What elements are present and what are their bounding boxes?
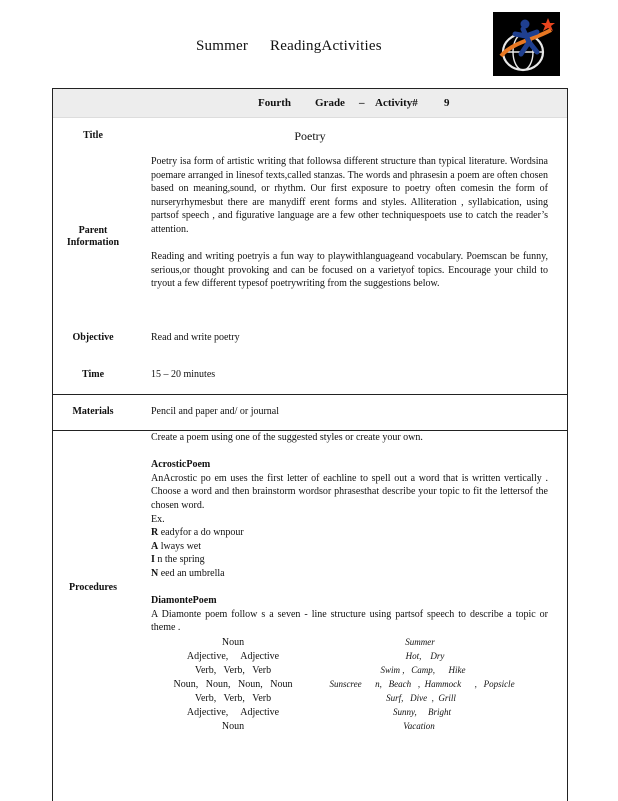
diamante-row — [53, 665, 567, 679]
procedures-text — [151, 431, 548, 635]
page-title-word-2: ReadingActivities — [270, 38, 382, 54]
diamante-template-line: Noun — [221, 637, 245, 648]
procedures-intro: Create a poem using one of the suggested styles or create your own. — [151, 432, 423, 443]
objective-value: Read and write poetry — [151, 332, 240, 343]
diamante-row — [53, 707, 567, 721]
page-title — [196, 38, 382, 55]
materials-label: Materials — [72, 406, 114, 417]
poem-title: Poetry — [294, 129, 326, 143]
acrostic-line-text: eadyfor a do wnpour — [158, 527, 244, 539]
diamante-template-line: Adjective, Adjective — [186, 707, 280, 718]
acrostic-letter: A — [151, 540, 159, 552]
time-value: 15 – 20 minutes — [151, 369, 216, 380]
diamante-template-line: Noun — [221, 721, 245, 732]
title-label: Title — [83, 130, 103, 141]
time-label: Time — [81, 369, 105, 380]
diamante-example-line: Summer — [405, 637, 435, 647]
diamante-template-line: Verb, Verb, Verb — [194, 665, 272, 676]
materials-value: Pencil and paper and/ or journal — [151, 406, 280, 417]
acrostic-description: AnAcrostic po em uses the first letter of eachline to spell out a word that is written vertically . Choose a word and then brainstorm wordsor phrasesthat describe your topic to fit the lettersof the chosen word. — [151, 472, 548, 511]
diamante-example-line: Hot, Dry — [405, 651, 445, 661]
acrostic-line — [151, 567, 548, 581]
diamante-example-line: Vacation — [403, 721, 435, 731]
activity-sheet — [52, 88, 568, 801]
grade-label: Grade — [315, 97, 345, 109]
acrostic-line-text: eed an umbrella — [158, 567, 225, 579]
activity-number: 9 — [444, 97, 450, 109]
parent-paragraph-1: Poetry isa form of artistic writing that followsa different structure than typical literature. Wordsina poemare arranged in linesof texts,called stanzas. The words and phrasesin a poem are often chosen based on meaning,sound, or rhythm. Our first exposure to poetry often comesin the form of nurseryrhymesbut there are manydiff erent forms and styles. Alliteration , syllabication, using partsof speech , and figurative language are a few other techniquespoets use to catch the reader’s attention. — [151, 156, 548, 235]
diamante-description: A Diamonte poem follow s a seven - line structure using partsof speech to describe a topic or theme . — [151, 608, 548, 634]
diamante-example-line: Surf, Dive , Grill — [386, 693, 456, 703]
page-title-word-1: Summer — [196, 38, 249, 54]
procedures-label: Procedures — [69, 582, 117, 593]
acrostic-line-text: n the spring — [154, 554, 205, 566]
diamante-example-line: Sunny, Bright — [393, 707, 451, 717]
diamante-template-line: Noun, Noun, Noun, Noun — [173, 679, 293, 690]
runner-globe-logo-icon — [493, 12, 560, 76]
diamante-row — [53, 651, 567, 665]
acrostic-line — [151, 553, 548, 567]
acrostic-letter: N — [151, 567, 159, 579]
diamante-example-line: Sunscree n, Beach , Hammock , Popsicle — [329, 679, 515, 689]
acrostic-heading: AcrosticPoem — [151, 459, 211, 471]
diamante-row — [53, 721, 567, 735]
diamante-template-line: Verb, Verb, Verb — [194, 693, 272, 704]
objective-label: Objective — [72, 332, 114, 343]
parent-label-line-1: Parent — [78, 225, 108, 236]
acrostic-line — [151, 540, 548, 554]
acrostic-letter: R — [151, 527, 159, 539]
grade-value: Fourth — [258, 97, 291, 109]
grade-dash: – — [359, 97, 365, 109]
acrostic-letter: I — [151, 554, 155, 566]
acrostic-line-text: lways wet — [158, 540, 202, 552]
activity-label: Activity# — [375, 97, 418, 109]
parent-label-line-2: Information — [66, 237, 120, 248]
example-label: Ex. — [151, 513, 165, 525]
divider-materials-top — [53, 394, 567, 395]
parent-info-text — [151, 155, 548, 291]
diamante-heading: DiamontePoem — [151, 595, 217, 607]
grade-activity-bar — [53, 89, 567, 118]
parent-info-label — [53, 225, 133, 249]
diamante-template-line: Adjective, Adjective — [186, 651, 280, 662]
diamante-example-line: Swim , Camp, Hike — [380, 665, 466, 675]
diamante-row — [53, 637, 567, 651]
acrostic-line — [151, 526, 548, 540]
diamante-row — [53, 679, 567, 693]
parent-paragraph-2: Reading and writing poetryis a fun way to playwithlanguageand vocabulary. Poemscan be funny, serious,or thought provoking and can be focused on a varietyof topics. Encourage your child to tryout a few different typesof poetrywriting from the suggestions below. — [151, 251, 548, 290]
diamante-row — [53, 693, 567, 707]
